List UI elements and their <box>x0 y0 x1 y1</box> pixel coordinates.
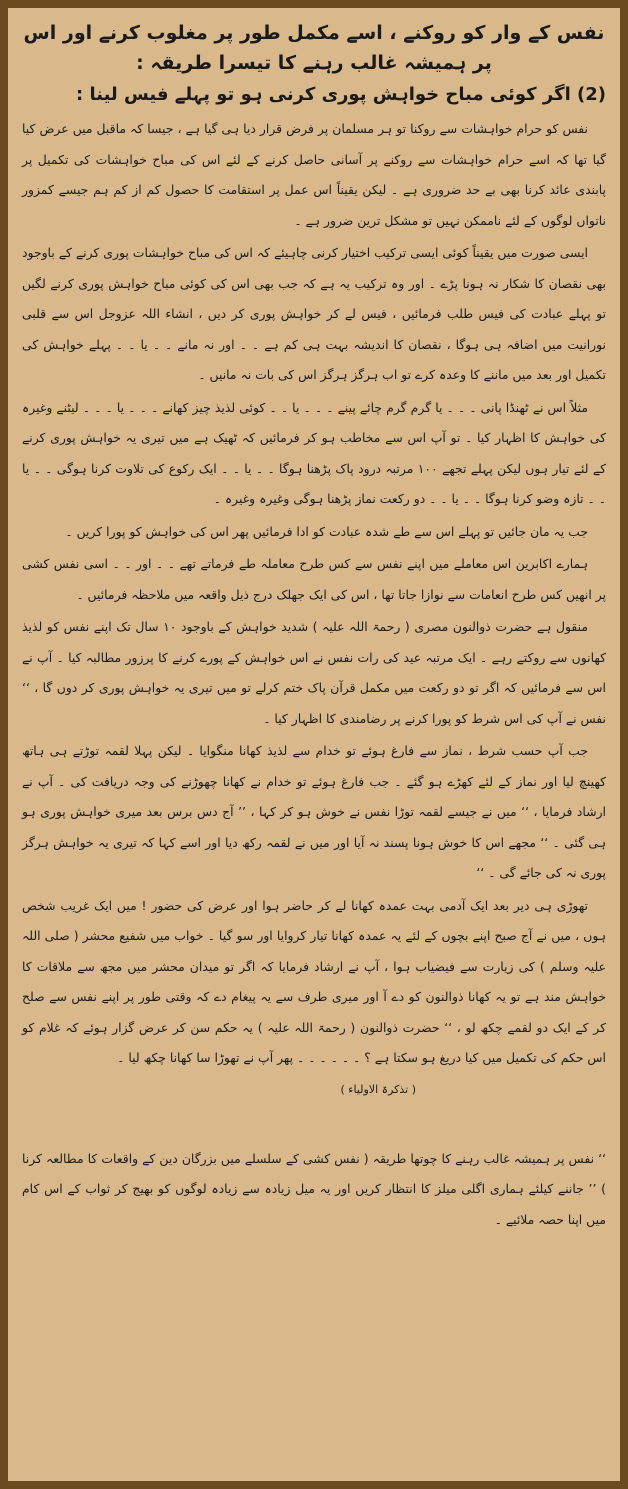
paragraph-1: نفس کو حرام خواہشات سے روکنا تو ہر مسلمان پر فرض قرار دیا ہی گیا ہے ، جیسا کہ ماقبل میں عرض کیا گیا تھا کہ اسے حرام خواہشات سے روکنے پر آسانی حاصل کرنے کے لئے اس کی مباح خواہشات کی تکمیل پر پابندی عائد کرنا بھی بے حد ضروری ہے ۔ لیکن یقیناً اس عمل پر استقامت کا حصول کم از کم ہم جیسے کمزور ناتواں لوگوں کے لئے ناممکن نہیں تو مشکل ترین ضرور ہے ۔ <box>22 121 606 228</box>
paragraph-8: تھوڑی ہی دیر بعد ایک آدمی بہت عمدہ کھانا لے کر حاضر ہوا اور عرض کی حضور ! میں ایک غریب شخص ہوں ، میں نے آج صبح اپنے بچوں کے لئے یہ عمدہ کھانا تیار کروایا اور سو گیا ۔ خواب میں شفیع محشر ( صلی اللہ علیہ وسلم ) کی زیارت سے فیضیاب ہوا ، آپ نے ارشاد فرمایا کہ اگر تو میدان محشر میں مجھ سے ملاقات کا خواہش مند ہے تو یہ کھانا ذوالنون کو دے آ اور میری طرف سے یہ پیغام دے کہ وقتی طور پر اپنے نفس سے صلح کر کے ایک دو لقمے چکھ لو ، ‘‘ حضرت ذوالنون ( رحمۃ اللہ علیہ ) یہ حکم سن کر عرض گزار ہوئے کہ غلام کو اس حکم کی تکمیل میں کیا دریغ ہو سکتا ہے ؟ ۔ ۔ ۔ ۔ ۔ ۔ پھر آپ نے تھوڑا سا کھانا چکھ لیا ۔ <box>22 897 606 1065</box>
source-reference: ( تذکرۃ الاولیاء ) <box>340 1082 416 1096</box>
paragraph-3: مثلاً اس نے ٹھنڈا پانی ۔ ۔ ۔ یا گرم گرم چائے پینے ۔ ۔ ۔ یا ۔ ۔ کوئی لذیذ چیز کھانے ۔ ۔ ۔ یا ۔ ۔ ۔ لیٹنے وغیرہ کی خواہش کا اظہار کیا ۔ تو آپ اس سے مخاطب ہو کر فرمائیں کہ ٹھیک ہے میں تیری یہ خواہش پوری کرنے کے لئے تیار ہوں لیکن پہلے تجھے ۱۰۰ مرتبہ درود پاک پڑھنا ہوگا ۔ ۔ یا ۔ ۔ ایک رکوع کی تلاوت کرنا ہوگی ۔ ۔ یا ۔ ۔ تازہ وضو کرنا ہوگا ۔ ۔ یا ۔ ۔ دو رکعت نماز پڑھنا ہوگی وغیرہ وغیرہ ۔ <box>22 399 606 506</box>
closing-note: ‘‘ نفس پر ہمیشہ غالب رہنے کا چوتھا طریقہ ( نفس کشی کے سلسلے میں بزرگان دین کے واقعات کا مطالعہ کرنا ) ’’ جاننے کیلئے ہماری اگلی میلز کا انتظار کریں اور یہ میل زیادہ سے زیادہ لوگوں کو بھیج کر ثواب کے اس کام میں اپنا حصہ ملائیے ۔ <box>22 1150 606 1227</box>
paragraph-4: جب یہ مان جائیں تو پہلے اس سے طے شدہ عبادت کو ادا فرمائیں پھر اس کی خواہش کو پورا کریں ۔ <box>65 523 588 539</box>
page-title: نفس کے وار کو روکنے ، اسے مکمل طور پر مغلوب کرنے اور اس پر ہمیشہ غالب رہنے کا تیسرا طریقہ : <box>23 22 605 74</box>
paragraph-7: جب آپ حسب شرط ، نماز سے فارغ ہوئے تو خدام سے لذیذ کھانا منگوایا ۔ لیکن پہلا لقمہ توڑتے ہی ہاتھ کھینچ لیا اور نماز کے لئے کھڑے ہو گئے ۔ جب فارغ ہوئے تو خدام نے کھانا چھوڑنے کی وجہ دریافت کی ۔ آپ نے ارشاد فرمایا ، ‘‘ میں نے جیسے لقمہ توڑا نفس نے خوش ہو کر کہا ، ’’ آج دس برس بعد میری خواہش پوری ہو ہی گئی ۔ ‘‘ مجھے اس کا خوش ہونا پسند نہ آیا اور میں نے لقمہ رکھ دیا اور اسے کہا کہ تیری یہ خواہش ہرگز پوری نہ کی جائے گی ۔ ‘‘ <box>22 743 606 880</box>
paragraph-6: منقول ہے حضرت ذوالنون مصری ( رحمۃ اللہ علیہ ) شدید خواہش کے باوجود ۱۰ سال تک اپنے نفس کو لذیذ کھانوں سے روکتے رہے ۔ ایک مرتبہ عید کی رات نفس نے اس خواہش کے پورے کرنے کا پرزور مطالبہ کیا ۔ آپ نے اس سے فرمائیں کہ اگر تو دو رکعت میں مکمل قرآن پاک ختم کرلے تو میں تیری یہ خواہش پوری کر دوں گا ، ‘‘ نفس نے آپ کی اس شرط کو پورا کرنے پر رضامندی کا اظہار کیا ۔ <box>22 619 606 726</box>
article-body <box>22 114 606 1235</box>
section-spacer <box>22 1104 606 1144</box>
paragraph-2: ایسی صورت میں یقیناً کوئی ایسی ترکیب اختیار کرنی چاہیئے کہ اس کی مباح خواہشات پوری کرنے کے باوجود بھی نقصان کا شکار نہ ہونا پڑے ۔ اور وہ ترکیب یہ ہے کہ جب بھی اس کی کوئی مباح خواہش پوری کرنے لگیں تو پہلے عبادت کی فیس طلب فرمائیں ، فیس لے کر خواہش پوری کر دیں ، انشاء اللہ عزوجل اس سے قلبی نورانیت میں اضافہ ہی ہوگا ، نقصان کا اندیشہ بہت ہی کم ہے ۔ ۔ اور نہ مانے ۔ ۔ یا ۔ ۔ پہلے خواہش کی تکمیل اور بعد میں ماننے کا وعدہ کرے تو اب ہرگز ہرگز اس کی بات نہ مانیں ۔ <box>22 245 606 382</box>
section-subtitle: (2) اگر کوئی مباح خواہش پوری کرنی ہو تو پہلے فیس لینا : <box>76 84 606 105</box>
page-frame <box>8 8 620 1481</box>
paragraph-5: ہمارے اکابرین اس معاملے میں اپنے نفس سے کس طرح معاملہ طے فرماتے تھے ۔ ۔ اور ۔ ۔ اسی نفس کشی پر انھیں کس طرح انعامات سے نوازا جاتا تھا ، اس کی ایک جھلک درج ذیل واقعہ میں ملاحظہ فرمائیں ۔ <box>22 556 606 602</box>
